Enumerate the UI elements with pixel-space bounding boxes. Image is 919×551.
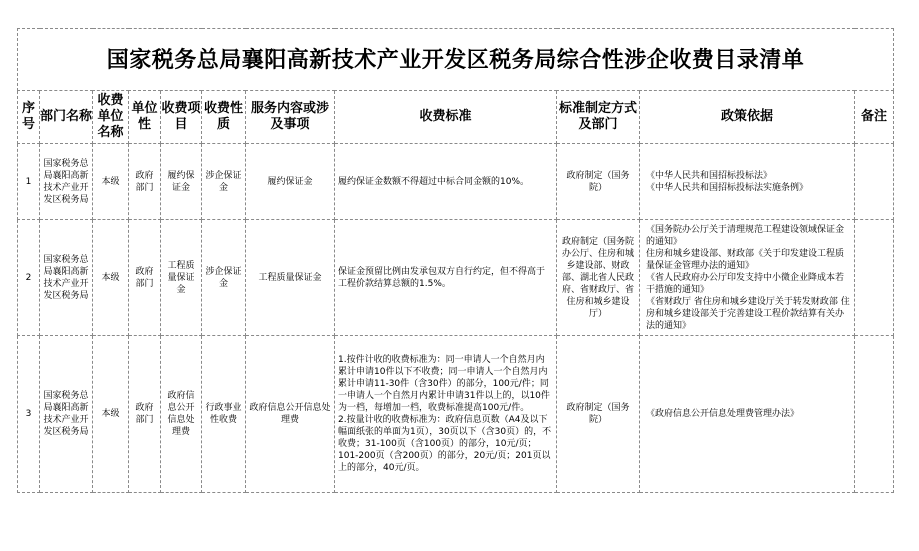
policy-line: 《中华人民共和国招标投标法实施条例》 xyxy=(646,182,809,193)
cell-nature: 涉企保证金 xyxy=(202,144,246,220)
cell-seq: 1 xyxy=(18,144,40,220)
standard-line: 履约保证金数额不得超过中标合同金额的10%。 xyxy=(338,176,530,187)
cell-unit: 本级 xyxy=(93,144,129,220)
header-policy: 政策依据 xyxy=(640,91,855,144)
cell-seq: 3 xyxy=(18,336,40,493)
cell-item: 履约保证金 xyxy=(161,144,202,220)
cell-nature: 涉企保证金 xyxy=(202,220,246,336)
cell-unit: 本级 xyxy=(93,336,129,493)
cell-service: 履约保证金 xyxy=(246,144,335,220)
cell-standard xyxy=(335,220,557,336)
table-row xyxy=(18,144,894,220)
cell-service: 政府信息公开信息处理费 xyxy=(246,336,335,493)
policy-line: 住房和城乡建设部、财政部《关于印发建设工程质量保证金管理办法的通知》 xyxy=(646,248,845,271)
policy-line: 《政府信息公开信息处理费管理办法》 xyxy=(646,409,800,419)
cell-policy xyxy=(640,336,855,493)
header-standard: 收费标准 xyxy=(335,91,557,144)
cell-service: 工程质量保证金 xyxy=(246,220,335,336)
cell-item: 政府信息公开信息处理费 xyxy=(161,336,202,493)
header-unit: 收费单位名称 xyxy=(93,91,129,144)
cell-basis-dept: 政府制定（国务院办公厅、住房和城乡建设部、财政部、湖北省人民政府、省财政厅、省住房和城乡建设厅） xyxy=(557,220,640,336)
cell-basis-dept: 政府制定（国务院） xyxy=(557,336,640,493)
standard-line: 2.按量计收的收费标准为：政府信息页数（A4及以下幅面纸张的单面为1页），30页以下（含30页）的，不收费；31-100页（含100页）的部分，10元/页；101-200页（含200页）的部分，20元/页；201页以上的部分，40元/页。 xyxy=(338,415,552,473)
cell-unit-nature: 政府部门 xyxy=(129,220,161,336)
header-seq: 序号 xyxy=(18,91,40,144)
cell-dept: 国家税务总局襄阳高新技术产业开发区税务局 xyxy=(40,144,93,220)
page-title: 国家税务总局襄阳高新技术产业开发区税务局综合性涉企收费目录清单 xyxy=(18,29,894,91)
cell-dept: 国家税务总局襄阳高新技术产业开发区税务局 xyxy=(40,220,93,336)
header-item: 收费项目 xyxy=(161,91,202,144)
cell-dept: 国家税务总局襄阳高新技术产业开发区税务局 xyxy=(40,336,93,493)
cell-remark xyxy=(855,144,894,220)
table-row xyxy=(18,336,894,493)
cell-item: 工程质量保证金 xyxy=(161,220,202,336)
policy-line: 《省人民政府办公厅印发支持中小微企业降成本若干措施的通知》 xyxy=(646,272,845,295)
header-basis-dept: 标准制定方式及部门 xyxy=(557,91,640,144)
cell-unit-nature: 政府部门 xyxy=(129,336,161,493)
standard-line: 1.按件计收的收费标准为：同一申请人一个自然月内累计申请10件以下不收费；同一申请人一个自然月内累计申请11-30件（含30件）的部分，100元/件；同一申请人一个自然月内累计申请31件以上的，以10件为一档，每增加一档，收费标准提高100元/件。 xyxy=(338,355,550,413)
cell-nature: 行政事业性收费 xyxy=(202,336,246,493)
cell-seq: 2 xyxy=(18,220,40,336)
cell-remark xyxy=(855,220,894,336)
cell-basis-dept: 政府制定（国务院） xyxy=(557,144,640,220)
header-service: 服务内容或涉及事项 xyxy=(246,91,335,144)
table-row xyxy=(18,220,894,336)
header-unit-nature: 单位性 xyxy=(129,91,161,144)
policy-line: 《中华人民共和国招标投标法》 xyxy=(646,170,773,181)
fee-catalog-table xyxy=(17,28,894,493)
fee-catalog-sheet xyxy=(17,28,893,493)
policy-line: 《国务院办公厅关于清理规范工程建设领域保证金的通知》 xyxy=(646,224,845,247)
header-remark: 备注 xyxy=(855,91,894,144)
cell-unit-nature: 政府部门 xyxy=(129,144,161,220)
cell-standard xyxy=(335,144,557,220)
header-nature: 收费性质 xyxy=(202,91,246,144)
cell-standard xyxy=(335,336,557,493)
cell-remark xyxy=(855,336,894,493)
cell-policy xyxy=(640,144,855,220)
cell-policy xyxy=(640,220,855,336)
header-row xyxy=(18,91,894,144)
header-dept: 部门名称 xyxy=(40,91,93,144)
standard-line: 保证金预留比例由发承包双方自行约定，但不得高于工程价款结算总额的1.5%。 xyxy=(338,266,546,289)
cell-unit: 本级 xyxy=(93,220,129,336)
policy-line: 《省财政厅 省住房和城乡建设厅关于转发财政部 住房和城乡建设部关于完善建设工程价款结算有关办法的通知》 xyxy=(646,296,850,331)
